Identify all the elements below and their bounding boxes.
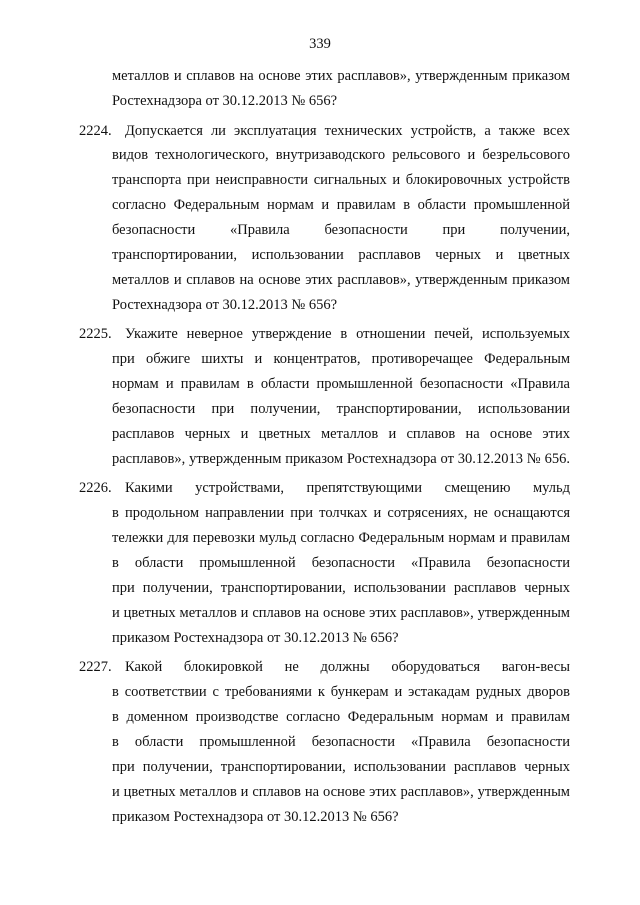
question-line: транспорта при неисправности сигнальных и блокировочных устройств <box>112 172 570 188</box>
question-line: расплавов черных и цветных металлов и сплавов на основе этих <box>112 426 570 442</box>
question-line: приказом Ростехнадзора от 30.12.2013 № 656? <box>112 630 399 646</box>
question-line: приказом Ростехнадзора от 30.12.2013 № 656? <box>112 809 399 825</box>
question-number: 2225. <box>79 326 112 342</box>
question-line: и цветных металлов и сплавов на основе этих расплавов», утвержденным <box>112 784 570 800</box>
question-line: Ростехнадзора от 30.12.2013 № 656? <box>112 297 338 313</box>
question-line: безопасности «Правила безопасности при получении, <box>112 222 570 238</box>
question-line: в области промышленной безопасности «Правила безопасности <box>112 734 570 750</box>
question-line: видов технологического, внутризаводского рельсового и безрельсового <box>112 147 570 163</box>
text-line: Ростехнадзора от 30.12.2013 № 656? <box>112 93 338 109</box>
question-line: Какой блокировкой не должны оборудоваться вагон-весы <box>125 659 570 675</box>
page-number: 339 <box>309 36 331 52</box>
question-line: транспортировании, использовании расплавов черных и цветных <box>112 247 570 263</box>
question-line: в продольном направлении при толчках и сотрясениях, не оснащаются <box>112 505 570 521</box>
question-line: Какими устройствами, препятствующими смещению мульд <box>125 480 570 496</box>
question-line: в доменном производстве согласно Федеральным нормам и правилам <box>112 709 570 725</box>
question-line: при получении, транспортировании, использовании расплавов черных <box>112 580 570 596</box>
question-line: в соответствии с требованиями к бункерам и эстакадам рудных дворов <box>112 684 570 700</box>
question-line: металлов и сплавов на основе этих расплавов», утвержденным приказом <box>112 272 570 288</box>
question-line: и цветных металлов и сплавов на основе этих расплавов», утвержденным <box>112 605 570 621</box>
question-line: безопасности при получении, транспортировании, использовании <box>112 401 570 417</box>
question-line: Укажите неверное утверждение в отношении печей, используемых <box>125 326 570 342</box>
question-number: 2227. <box>79 659 112 675</box>
question-line: Допускается ли эксплуатация технических устройств, а также всех <box>125 123 570 139</box>
text-line: металлов и сплавов на основе этих расплавов», утвержденным приказом <box>112 68 570 84</box>
question-line: тележки для перевозки мульд согласно Федеральным нормам и правилам <box>112 530 570 546</box>
question-line: нормам и правилам в области промышленной безопасности «Правила <box>112 376 570 392</box>
question-line: при обжиге шихты и концентратов, противоречащее Федеральным <box>112 351 570 367</box>
question-number: 2224. <box>79 123 112 139</box>
question-line: расплавов», утвержденным приказом Ростехнадзора от 30.12.2013 № 656. <box>112 451 570 467</box>
question-line: в области промышленной безопасности «Правила безопасности <box>112 555 570 571</box>
question-line: при получении, транспортировании, использовании расплавов черных <box>112 759 570 775</box>
question-line: согласно Федеральным нормам и правилам в области промышленной <box>112 197 570 213</box>
question-number: 2226. <box>79 480 112 496</box>
